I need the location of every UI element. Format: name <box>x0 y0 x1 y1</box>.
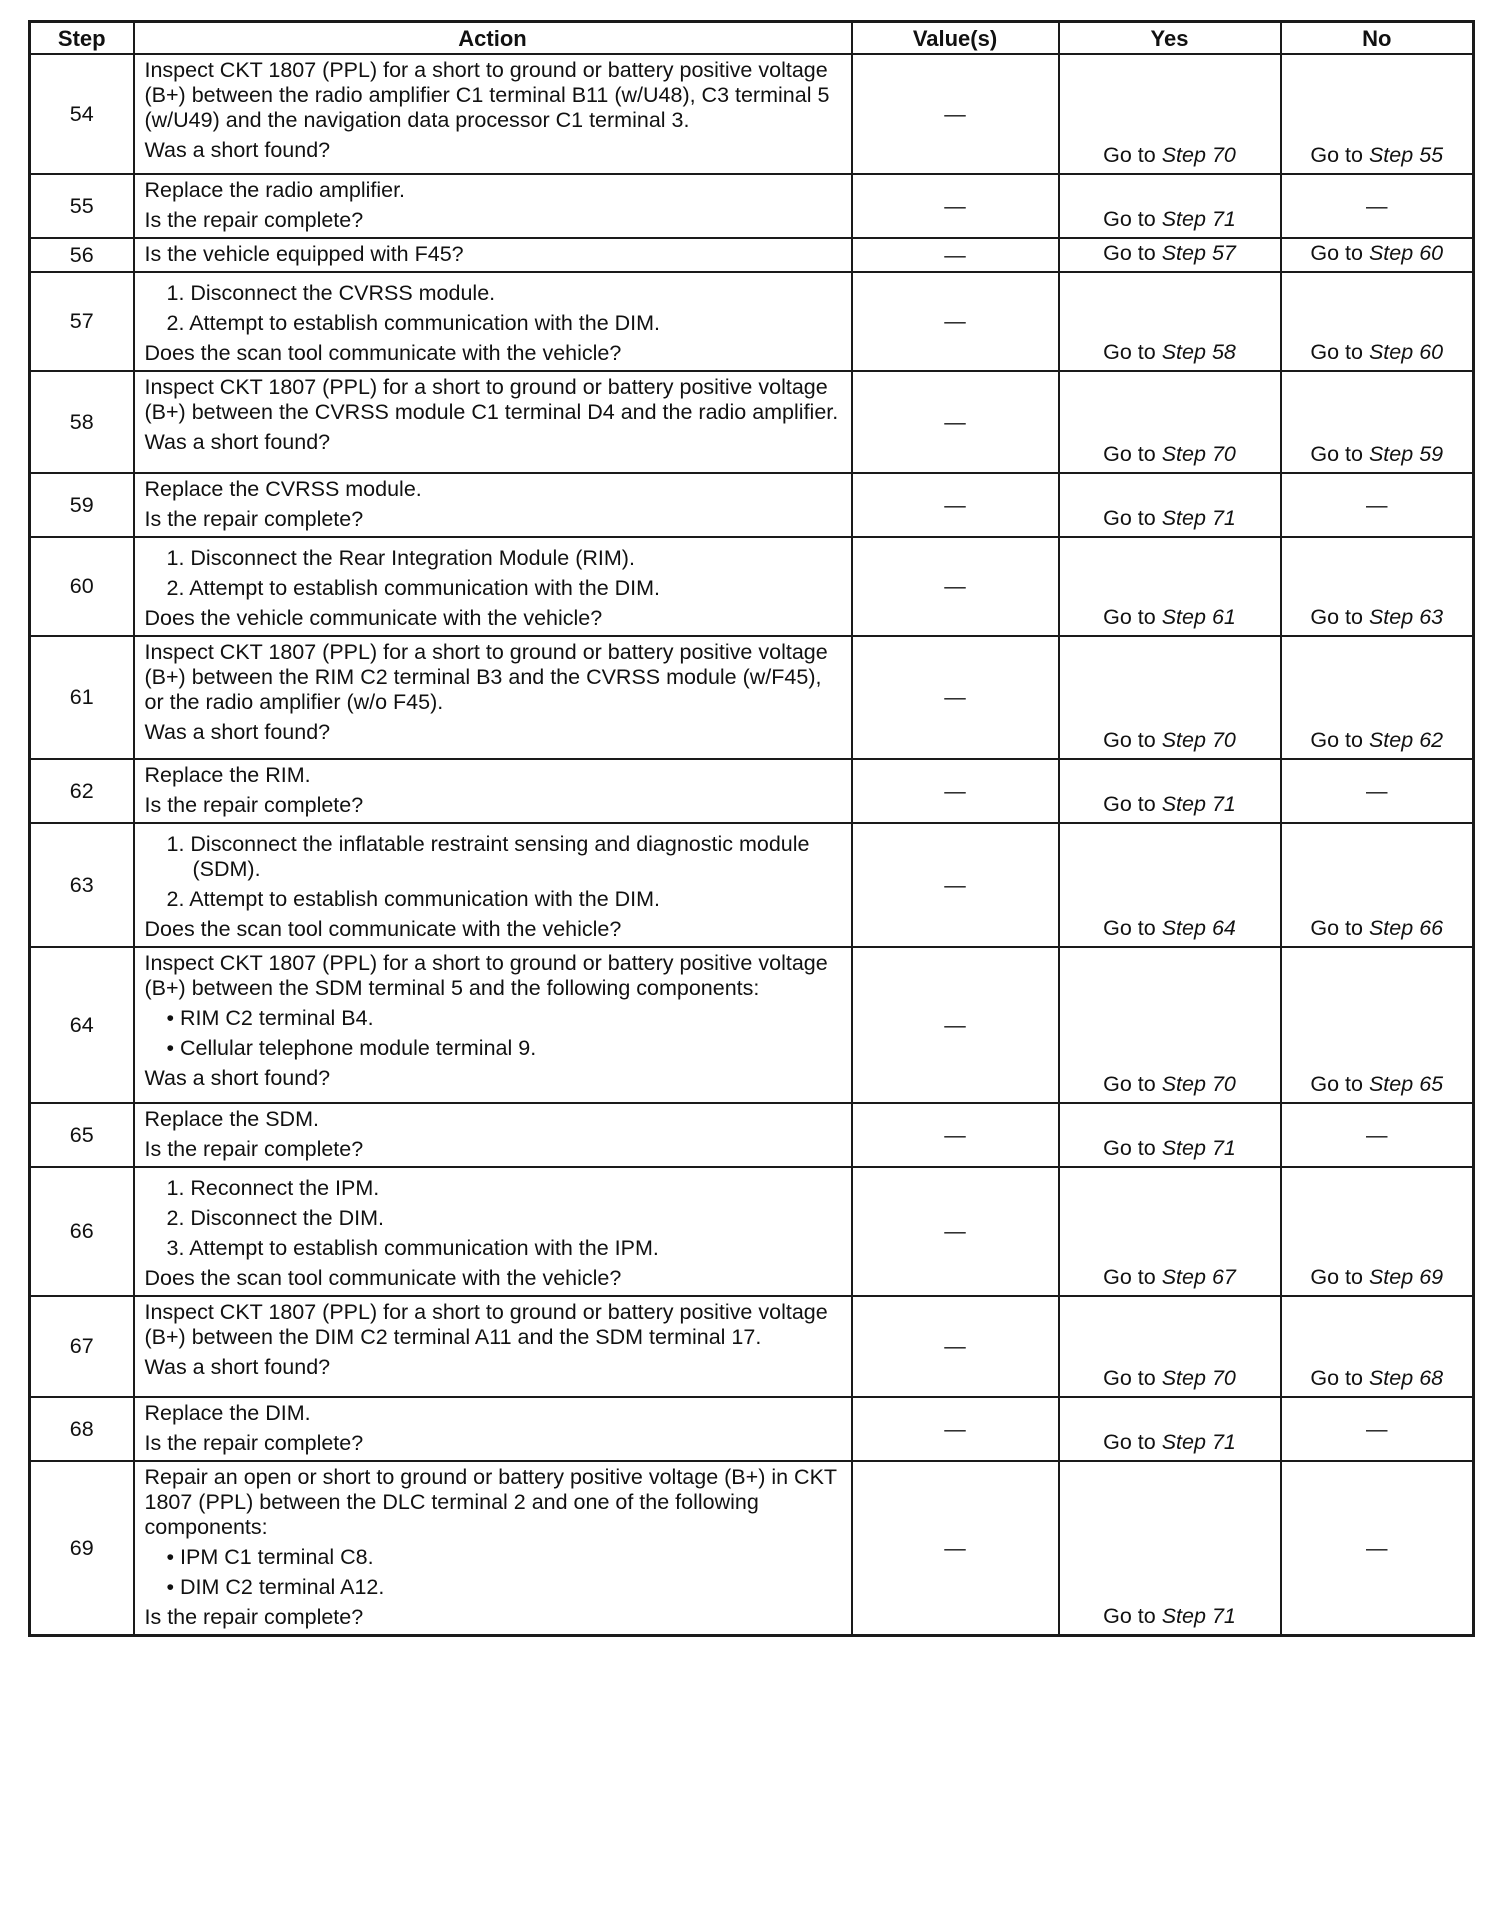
yes-cell <box>1059 1397 1281 1461</box>
no-step-word: Step <box>1368 143 1414 167</box>
action-text: Replace the SDM. <box>144 1107 319 1131</box>
yes-cell <box>1059 371 1281 473</box>
no-step-word: Step <box>1368 340 1414 364</box>
step-number: 68 <box>30 1397 134 1461</box>
value-cell: — <box>852 947 1059 1103</box>
yes-cell <box>1059 1296 1281 1397</box>
yes-step-word: Step <box>1161 916 1206 940</box>
yes-cell <box>1059 1103 1281 1167</box>
diagnostic-table <box>28 20 1475 1637</box>
step-number: 64 <box>30 947 134 1103</box>
action-question: Was a short found? <box>144 430 331 454</box>
yes-go-to-label: Go to <box>1103 241 1156 265</box>
yes-go-to-label: Go to <box>1103 792 1156 816</box>
value-cell: — <box>852 371 1059 473</box>
step-number: 63 <box>30 823 134 947</box>
no-go-to-label: Go to <box>1310 143 1363 167</box>
no-cell-empty: — <box>1281 1103 1474 1167</box>
no-go-to-label: Go to <box>1310 1265 1363 1289</box>
yes-step-word: Step <box>1161 1366 1206 1390</box>
table-row <box>30 1296 1474 1397</box>
no-go-to-label: Go to <box>1310 1366 1363 1390</box>
action-question: Was a short found? <box>144 1066 331 1090</box>
action-cell <box>134 636 852 759</box>
no-step-word: Step <box>1368 241 1414 265</box>
value-cell: — <box>852 537 1059 636</box>
table-row <box>30 1461 1474 1636</box>
yes-cell <box>1059 947 1281 1103</box>
table-row <box>30 1103 1474 1167</box>
no-go-to-label: Go to <box>1310 241 1363 265</box>
action-list-item: 2. Attempt to establish communication with the DIM. <box>166 311 661 335</box>
no-go-to-label: Go to <box>1310 442 1363 466</box>
no-step-word: Step <box>1368 442 1414 466</box>
yes-go-to-label: Go to <box>1103 605 1156 629</box>
value-cell: — <box>852 1296 1059 1397</box>
yes-go-to-label: Go to <box>1103 1265 1156 1289</box>
value-cell: — <box>852 759 1059 823</box>
action-bullet-item: • Cellular telephone module terminal 9. <box>166 1036 537 1060</box>
no-cell-empty: — <box>1281 1461 1474 1636</box>
header-yes: Yes <box>1059 22 1281 55</box>
yes-go-to-label: Go to <box>1103 1136 1156 1160</box>
value-cell: — <box>852 823 1059 947</box>
table-row <box>30 272 1474 371</box>
step-number: 60 <box>30 537 134 636</box>
action-text: Inspect CKT 1807 (PPL) for a short to ground or battery positive voltage (B+) between the RIM C2 terminal B3 and the CVRSS module (w/F45), or the radio amplifier (w/o F45). <box>144 640 828 714</box>
yes-go-to-label: Go to <box>1103 207 1156 231</box>
table-row <box>30 759 1474 823</box>
table-row <box>30 174 1474 238</box>
yes-step-word: Step <box>1161 1265 1206 1289</box>
action-cell <box>134 1103 852 1167</box>
yes-step-number[interactable]: 70 <box>1211 1072 1236 1096</box>
table-row <box>30 54 1474 174</box>
yes-step-word: Step <box>1161 728 1206 752</box>
no-cell <box>1281 238 1474 272</box>
no-go-to-label: Go to <box>1310 340 1363 364</box>
yes-cell <box>1059 823 1281 947</box>
yes-go-to-label: Go to <box>1103 916 1156 940</box>
action-text: Repair an open or short to ground or battery positive voltage (B+) in CKT 1807 (PPL) between the DLC terminal 2 and one of the following components: <box>144 1465 837 1539</box>
yes-step-number[interactable]: 70 <box>1211 442 1236 466</box>
yes-step-number[interactable]: 71 <box>1211 1604 1236 1628</box>
yes-cell <box>1059 238 1281 272</box>
action-list-item: 2. Disconnect the DIM. <box>166 1206 384 1230</box>
no-step-word: Step <box>1368 728 1414 752</box>
no-cell <box>1281 823 1474 947</box>
value-cell: — <box>852 636 1059 759</box>
action-text: Inspect CKT 1807 (PPL) for a short to ground or battery positive voltage (B+) between the radio amplifier C1 terminal B11 (w/U48), C3 terminal 5 (w/U49) and the navigation data processor C1 terminal 3. <box>144 58 830 132</box>
yes-cell <box>1059 174 1281 238</box>
no-step-word: Step <box>1368 1366 1414 1390</box>
value-cell: — <box>852 1461 1059 1636</box>
action-question: Is the vehicle equipped with F45? <box>144 242 464 266</box>
action-question: Is the repair complete? <box>144 1137 364 1161</box>
no-step-word: Step <box>1368 605 1414 629</box>
yes-go-to-label: Go to <box>1103 1072 1156 1096</box>
step-number: 57 <box>30 272 134 371</box>
no-cell <box>1281 272 1474 371</box>
no-step-number[interactable]: 63 <box>1419 605 1444 629</box>
action-question: Is the repair complete? <box>144 208 364 232</box>
yes-step-number[interactable]: 61 <box>1211 605 1236 629</box>
no-step-number[interactable]: 60 <box>1419 340 1444 364</box>
no-step-number[interactable]: 68 <box>1419 1366 1444 1390</box>
yes-step-number[interactable]: 70 <box>1211 728 1236 752</box>
no-step-word: Step <box>1368 1265 1414 1289</box>
action-bullet-item: • DIM C2 terminal A12. <box>166 1575 385 1599</box>
no-cell <box>1281 1167 1474 1296</box>
table-row <box>30 823 1474 947</box>
yes-step-number[interactable]: 71 <box>1211 792 1236 816</box>
action-cell <box>134 272 852 371</box>
no-cell <box>1281 1296 1474 1397</box>
action-question: Is the repair complete? <box>144 793 364 817</box>
value-cell: — <box>852 238 1059 272</box>
action-question: Was a short found? <box>144 138 331 162</box>
action-bullet-item: • RIM C2 terminal B4. <box>166 1006 374 1030</box>
step-number: 65 <box>30 1103 134 1167</box>
action-cell <box>134 54 852 174</box>
no-cell-empty: — <box>1281 1397 1474 1461</box>
yes-go-to-label: Go to <box>1103 1604 1156 1628</box>
action-cell <box>134 823 852 947</box>
table-body <box>30 54 1474 1636</box>
action-question: Is the repair complete? <box>144 1431 364 1455</box>
action-question: Was a short found? <box>144 720 331 744</box>
no-cell <box>1281 537 1474 636</box>
no-step-number[interactable]: 66 <box>1419 916 1444 940</box>
yes-go-to-label: Go to <box>1103 442 1156 466</box>
action-text: Replace the CVRSS module. <box>144 477 422 501</box>
yes-cell <box>1059 473 1281 537</box>
header-row <box>30 22 1474 55</box>
yes-step-word: Step <box>1161 340 1206 364</box>
no-step-word: Step <box>1368 1072 1414 1096</box>
yes-cell <box>1059 1167 1281 1296</box>
action-list-item: 1. Disconnect the CVRSS module. <box>166 281 496 305</box>
step-number: 62 <box>30 759 134 823</box>
no-go-to-label: Go to <box>1310 728 1363 752</box>
action-cell <box>134 537 852 636</box>
value-cell: — <box>852 272 1059 371</box>
action-cell <box>134 759 852 823</box>
yes-step-number[interactable]: 71 <box>1211 1136 1236 1160</box>
yes-step-word: Step <box>1161 1604 1206 1628</box>
table-row <box>30 636 1474 759</box>
action-question: Does the scan tool communicate with the vehicle? <box>144 917 622 941</box>
action-bullet-text: Cellular telephone module terminal 9. <box>180 1036 537 1060</box>
yes-step-number[interactable]: 71 <box>1211 506 1236 530</box>
action-question: Is the repair complete? <box>144 507 364 531</box>
action-question: Is the repair complete? <box>144 1605 364 1629</box>
action-cell <box>134 371 852 473</box>
value-cell: — <box>852 174 1059 238</box>
action-list-item: 1. Reconnect the IPM. <box>166 1176 380 1200</box>
yes-cell <box>1059 272 1281 371</box>
action-cell <box>134 1167 852 1296</box>
step-number: 58 <box>30 371 134 473</box>
header-no: No <box>1281 22 1474 55</box>
table-row <box>30 371 1474 473</box>
diagnostic-table-sheet <box>28 20 1472 1637</box>
step-number: 66 <box>30 1167 134 1296</box>
value-cell: — <box>852 1167 1059 1296</box>
step-number: 59 <box>30 473 134 537</box>
action-text: Inspect CKT 1807 (PPL) for a short to ground or battery positive voltage (B+) between the CVRSS module C1 terminal D4 and the radio amplifier. <box>144 375 839 424</box>
yes-step-number[interactable]: 71 <box>1211 1430 1236 1454</box>
yes-cell <box>1059 1461 1281 1636</box>
yes-step-word: Step <box>1161 792 1206 816</box>
yes-go-to-label: Go to <box>1103 506 1156 530</box>
no-cell <box>1281 636 1474 759</box>
value-cell: — <box>852 473 1059 537</box>
yes-step-number[interactable]: 67 <box>1211 1265 1236 1289</box>
action-list-item: 3. Attempt to establish communication with the IPM. <box>166 1236 659 1260</box>
yes-step-word: Step <box>1161 207 1206 231</box>
yes-step-word: Step <box>1161 506 1206 530</box>
table-row <box>30 537 1474 636</box>
action-cell <box>134 473 852 537</box>
action-text: Inspect CKT 1807 (PPL) for a short to ground or battery positive voltage (B+) between the SDM terminal 5 and the following components: <box>144 951 828 1000</box>
action-bullet-item: • IPM C1 terminal C8. <box>166 1545 374 1569</box>
no-step-number[interactable]: 65 <box>1419 1072 1444 1096</box>
action-text: Replace the RIM. <box>144 763 311 787</box>
step-number: 61 <box>30 636 134 759</box>
table-row <box>30 473 1474 537</box>
yes-step-word: Step <box>1161 1136 1206 1160</box>
yes-go-to-label: Go to <box>1103 728 1156 752</box>
yes-step-word: Step <box>1161 442 1206 466</box>
no-cell-empty: — <box>1281 473 1474 537</box>
action-bullet-text: IPM C1 terminal C8. <box>180 1545 374 1569</box>
action-cell <box>134 1296 852 1397</box>
step-number: 69 <box>30 1461 134 1636</box>
yes-go-to-label: Go to <box>1103 143 1156 167</box>
action-cell <box>134 1461 852 1636</box>
yes-step-number[interactable]: 57 <box>1211 241 1236 265</box>
action-text: Replace the radio amplifier. <box>144 178 406 202</box>
no-cell <box>1281 371 1474 473</box>
yes-step-word: Step <box>1161 1072 1206 1096</box>
action-text: Inspect CKT 1807 (PPL) for a short to ground or battery positive voltage (B+) between the DIM C2 terminal A11 and the SDM terminal 17. <box>144 1300 828 1349</box>
yes-cell <box>1059 759 1281 823</box>
table-row <box>30 1397 1474 1461</box>
yes-step-word: Step <box>1161 143 1206 167</box>
action-bullet-text: RIM C2 terminal B4. <box>180 1006 374 1030</box>
yes-step-number[interactable]: 70 <box>1211 143 1236 167</box>
value-cell: — <box>852 54 1059 174</box>
no-go-to-label: Go to <box>1310 916 1363 940</box>
no-go-to-label: Go to <box>1310 1072 1363 1096</box>
step-number: 67 <box>30 1296 134 1397</box>
table-row <box>30 1167 1474 1296</box>
header-values: Value(s) <box>852 22 1059 55</box>
action-question: Does the scan tool communicate with the vehicle? <box>144 341 622 365</box>
no-step-number[interactable]: 60 <box>1419 241 1444 265</box>
yes-go-to-label: Go to <box>1103 1430 1156 1454</box>
yes-go-to-label: Go to <box>1103 1366 1156 1390</box>
yes-go-to-label: Go to <box>1103 340 1156 364</box>
action-list-item: 2. Attempt to establish communication with the DIM. <box>166 576 661 600</box>
yes-step-word: Step <box>1161 605 1206 629</box>
header-step: Step <box>30 22 134 55</box>
action-list-item: 2. Attempt to establish communication with the DIM. <box>166 887 661 911</box>
action-cell <box>134 174 852 238</box>
no-cell <box>1281 947 1474 1103</box>
step-number: 54 <box>30 54 134 174</box>
action-text: Replace the DIM. <box>144 1401 311 1425</box>
yes-step-word: Step <box>1161 1430 1206 1454</box>
no-step-number[interactable]: 59 <box>1419 442 1444 466</box>
yes-step-number[interactable]: 70 <box>1211 1366 1236 1390</box>
value-cell: — <box>852 1103 1059 1167</box>
step-number: 56 <box>30 238 134 272</box>
yes-step-number[interactable]: 58 <box>1211 340 1236 364</box>
yes-cell <box>1059 537 1281 636</box>
action-bullet-text: DIM C2 terminal A12. <box>180 1575 385 1599</box>
action-cell <box>134 1397 852 1461</box>
action-list-item: 1. Disconnect the Rear Integration Module (RIM). <box>166 546 635 570</box>
table-row <box>30 947 1474 1103</box>
header-action: Action <box>134 22 852 55</box>
no-cell-empty: — <box>1281 759 1474 823</box>
yes-cell <box>1059 636 1281 759</box>
action-question: Does the vehicle communicate with the vehicle? <box>144 606 603 630</box>
no-cell <box>1281 54 1474 174</box>
action-cell <box>134 947 852 1103</box>
yes-step-number[interactable]: 64 <box>1211 916 1236 940</box>
no-step-number[interactable]: 69 <box>1419 1265 1444 1289</box>
no-cell-empty: — <box>1281 174 1474 238</box>
no-step-number[interactable]: 55 <box>1419 143 1444 167</box>
step-number: 55 <box>30 174 134 238</box>
action-cell <box>134 238 852 272</box>
no-step-word: Step <box>1368 916 1414 940</box>
value-cell: — <box>852 1397 1059 1461</box>
yes-cell <box>1059 54 1281 174</box>
action-question: Does the scan tool communicate with the vehicle? <box>144 1266 622 1290</box>
action-list-item: 1. Disconnect the inflatable restraint sensing and diagnostic module (SDM). <box>166 832 810 881</box>
yes-step-number[interactable]: 71 <box>1211 207 1236 231</box>
no-go-to-label: Go to <box>1310 605 1363 629</box>
table-row <box>30 238 1474 272</box>
yes-step-word: Step <box>1161 241 1206 265</box>
action-question: Was a short found? <box>144 1355 331 1379</box>
no-step-number[interactable]: 62 <box>1419 728 1444 752</box>
